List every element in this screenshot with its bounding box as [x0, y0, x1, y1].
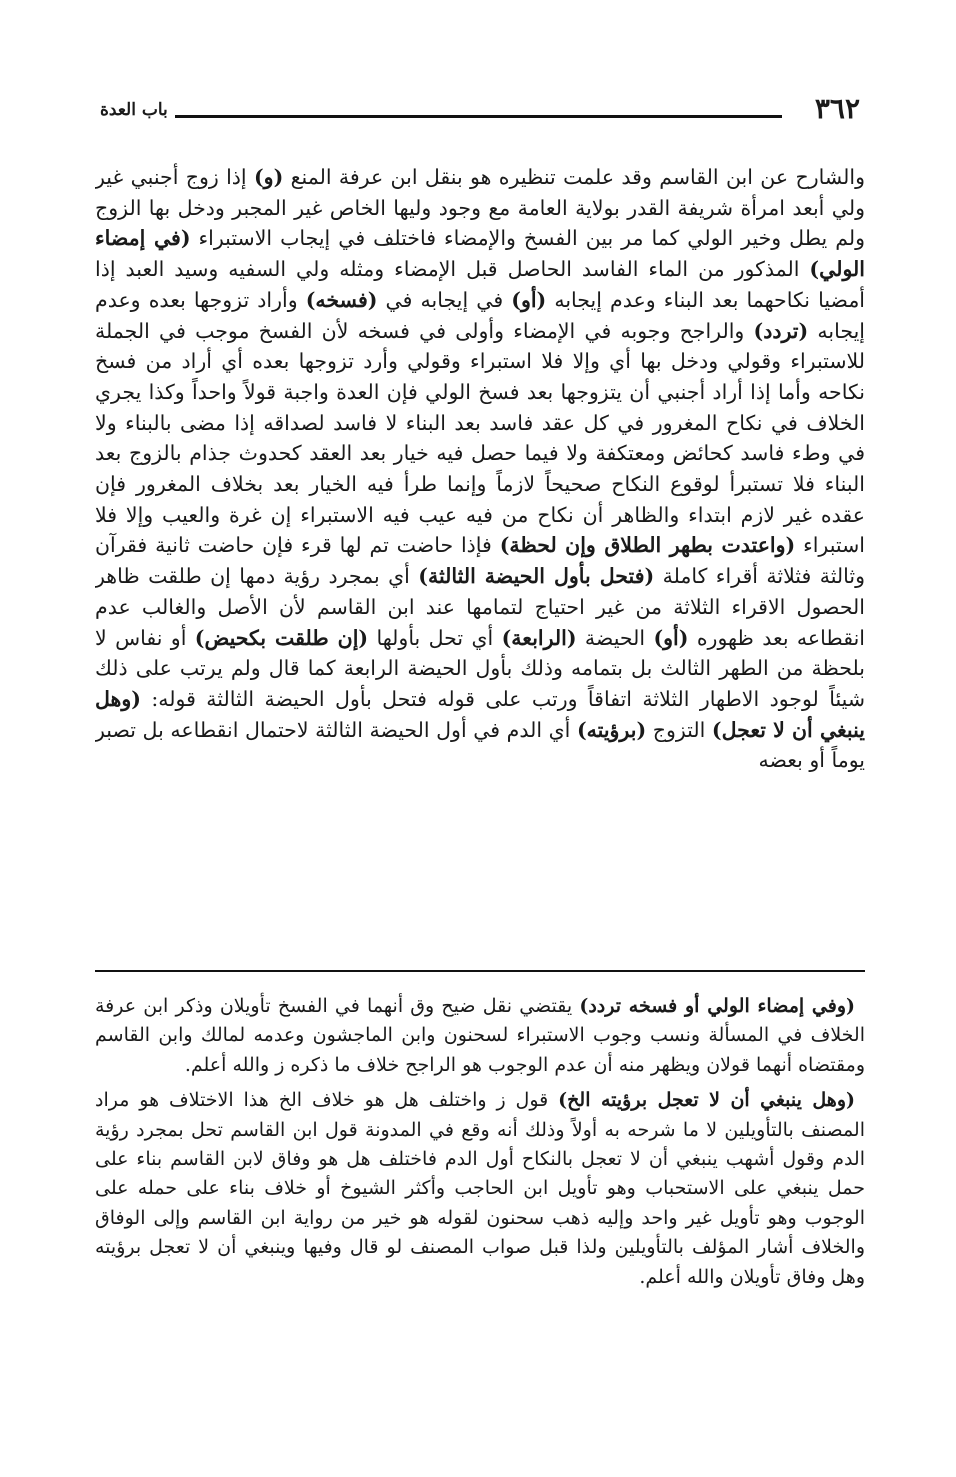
chapter-title: باب العدة: [100, 100, 168, 120]
footnote-divider: [95, 970, 865, 972]
text-run: والشارح عن ابن القاسم وقد علمت تنظيره هو بنقل ابن عرفة المنع: [283, 165, 865, 189]
bold-term: (و): [253, 165, 284, 189]
text-run: أي الدم في أول الحيضة الثالثة لاحتمال انقطاعه بل تصبر يوماً أو بعضه: [95, 717, 865, 773]
footnote: [95, 1086, 865, 1292]
bold-term: (الرابعة): [501, 625, 577, 650]
text-run: قول ز واختلف هل هو خلاف الخ هذا الاختلاف هو مراد المصنف بالتأويلين لا ما شرحه به أولاً وذلك أنه وقع في المدونة قول ابن القاسم تحل بمجرد رؤية الدم وقول أشهب ينبغي أن لا تعجل بالنكاح أول الدم فاختلف هل هو وفاق لابن القاسم بناء على حمل ينبغي على الاستحباب وهو تأويل ابن الحاجب وأكثر الشيوخ أو خلاف بناء على حمله على الوجوب وهو تأويل غير واحد وإليه ذهب سحنون لقوله هو خير من رواية ابن القاسم وإلى الوفاق والخلاف أشار المؤلف بالتأويلين ولذا قبل صواب المصنف لو قال وفيها وينبغي أن لا تعجل برؤيته وهل وفاق تأويلان والله أعلم.: [95, 1089, 865, 1288]
text-run: يقتضي نقل ضيح وق أنهما في الفسخ تأويلان وذكر ابن عرفة الخلاف في المسألة ونسب وجوب الاستبراء لسحنون وابن الماجشون وعدمه لمالك وابن القاسم ومقتضاه أنهما قولان ويظهر منه أن عدم الوجوب هو الراجح خلاف ما ذكره ز والله أعلم.: [95, 995, 865, 1076]
text-run: وأراد تزوجها بعده وعدم إيجابه: [95, 287, 865, 343]
text-run: أو نفاس لا بلحظة من الطهر الثالث بل بتمامه وذلك بأول الحيضة الرابعة كما قال ولم يرتب على ذلك شيئاً لوجود الاطهار الثلاثة اتفاقاً ورتب على قوله فتحل بأول الحيضة الثالثة قوله:: [95, 625, 865, 711]
text-run: التزوج: [646, 717, 712, 742]
bold-term: (وهل ينبغي أن لا تعجل برؤيته الخ): [558, 1089, 855, 1112]
text-run: أي تحل بأولها: [368, 625, 502, 650]
text-run: المذكور من الماء الفاسد الحاصل قبل الإمضاء ومثله ولي السفيه وسيد العبد إذا أمضيا نكاحهما بعد البناء وعدم إيجابه: [95, 257, 865, 312]
main-text: [95, 162, 865, 962]
text-run: فإذا حاضت تم لها قرء فإن حاضت ثانية فقرآن وثالثة فثلاثة أقراء كاملة: [95, 533, 865, 589]
bold-term: (إن طلقت بكحيض): [194, 625, 369, 650]
bold-term: (وفي إمضاء الولي أو فسخه تردد): [579, 995, 855, 1017]
bold-term: (تردد): [753, 318, 809, 343]
text-run: الحيضة: [576, 625, 654, 650]
page-number: ٣٦٢: [814, 92, 860, 125]
header-rule: [175, 115, 782, 118]
text-run: في إيجابه في: [377, 287, 512, 312]
bold-term: (أو): [653, 625, 689, 650]
bold-term: (وهل ينبغي أن لا تعجل): [95, 686, 865, 742]
page-header: [100, 92, 860, 132]
bold-term: (فسخه): [305, 287, 378, 312]
text-run: إذا زوج أجنبي غير ولي أبعد امرأة شريفة القدر بولاية العامة مع وجود وليها الخاص غير المجبر ودخل بها الزوج ولم يطل وخير الولي كما مر بين الفسخ والإمضاء فاختلف في إيجاب الاستبراء: [95, 165, 865, 251]
bold-term: (في إمضاء الولي): [95, 226, 865, 282]
footnote: [95, 992, 865, 1080]
text-run: أي بمجرد رؤية دمها إن طلقت ظاهر الحصول الاقراء الثلاثة من غير احتياج لتمامها عند ابن القاسم لأن الأصل والغالب عدم انقطاعه بعد ظهوره: [95, 564, 865, 650]
bold-term: (فتحل بأول الحيضة الثالثة): [418, 564, 655, 589]
footnotes: [95, 992, 865, 1392]
bold-term: (أو): [511, 287, 547, 312]
bold-term: (برؤيته): [576, 717, 647, 742]
bold-term: (واعتدت بطهر الطلاق وإن لحظة): [499, 533, 796, 558]
text-run: والراجح وجوبه في الإمضاء وأولى في فسخه لأن الفسخ موجب في الجملة للاستبراء وقولي ودخل بها أي وإلا فلا استبراء وقولي وأرد تزوجها بعده أي أراد من فسخ نكاحه وأما إذا أراد أجنبي أن يتزوجها بعد فسخ الولي فإن العدة واجبة قولاً واحداً وكذا يجري الخلاف في نكاح المغرور في كل عقد فاسد بعد البناء لا فاسد لصداقه إذا مضى بالبناء ولا في وطء فاسد كحائض ومعتكفة ولا فيما حصل فيه خيار بعد العقد كحدوث جذام بالزوج بعد البناء فلا تستبرأ لوقوع النكاح صحيحاً لازماً وإنما طرأ فيه الخيار بعد بخلاف المغرور فإن عقده غير لازم ابتداء والظاهر أن نكاح من فيه عيب فيه الاستبراء إن غرة والعيب وإلا فلا استبراء: [95, 318, 865, 558]
